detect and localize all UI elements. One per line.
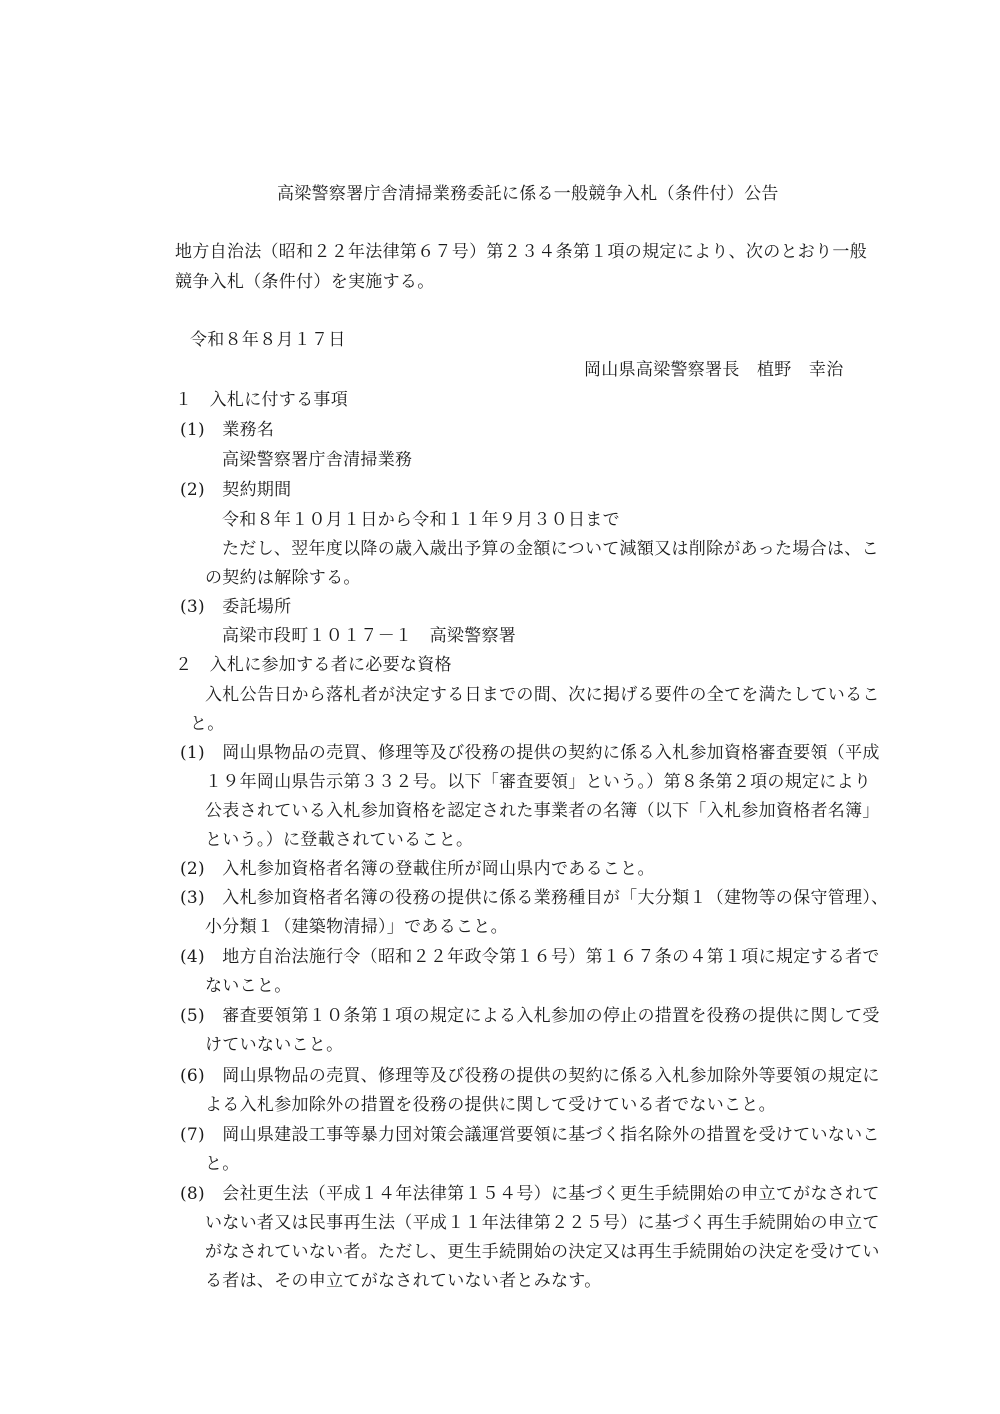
qualification-item: (8) 会社更生法（平成１４年法律第１５４号）に基づく更生手続開始の申立てがなされて [180, 1184, 880, 1204]
item-label: (3) 委託場所 [180, 597, 292, 617]
qualification-item: よる入札参加除外の措置を役務の提供に関して受けている者でないこと。 [205, 1095, 776, 1115]
notice-date: 令和８年８月１７日 [190, 330, 346, 350]
qualification-item: (5) 審査要領第１０条第１項の規定による入札参加の停止の措置を役務の提供に関して受 [180, 1006, 880, 1026]
qualification-item: 公表されている入札参加資格を認定された事業者の名簿（以下「入札参加資格者名簿」 [205, 801, 880, 821]
section-heading: １ 入札に付する事項 [175, 390, 348, 410]
section-lead: と。 [190, 714, 225, 734]
section-heading: ２ 入札に参加する者に必要な資格 [175, 655, 452, 675]
item-text: ただし、翌年度以降の歳入歳出予算の金額について減額又は削除があった場合は、こ [222, 539, 879, 559]
notice-title: 高梁警察署庁舎清掃業務委託に係る一般競争入札（条件付）公告 [277, 184, 779, 204]
item-text: の契約は解除する。 [205, 568, 361, 588]
qualification-item: (4) 地方自治法施行令（昭和２２年政令第１６号）第１６７条の４第１項に規定する者で [180, 947, 880, 967]
issuer-name: 岡山県高梁警察署長 植野 幸治 [584, 360, 844, 380]
qualification-item: という。）に登載されていること。 [205, 830, 474, 850]
item-text: 高梁市段町１０１７－１ 高梁警察署 [222, 626, 517, 646]
intro-line: 競争入札（条件付）を実施する。 [175, 272, 435, 292]
item-text: 高梁警察署庁舎清掃業務 [222, 450, 413, 470]
qualification-item: 小分類１（建築物清掃）」であること。 [205, 917, 508, 937]
qualification-item: １９年岡山県告示第３３２号。以下「審査要領」という。）第８条第２項の規定により [205, 772, 872, 792]
qualification-item: と。 [205, 1154, 240, 1174]
item-label: (1) 業務名 [180, 420, 275, 440]
qualification-item: (7) 岡山県建設工事等暴力団対策会議運営要領に基づく指名除外の措置を受けていないこ [180, 1125, 880, 1145]
item-label: (2) 契約期間 [180, 480, 292, 500]
qualification-item: (1) 岡山県物品の売買、修理等及び役務の提供の契約に係る入札参加資格審査要領（平成 [180, 743, 880, 763]
qualification-item: がなされていない者。ただし、更生手続開始の決定又は再生手続開始の決定を受けてい [205, 1242, 880, 1262]
qualification-item: いない者又は民事再生法（平成１１年法律第２２５号）に基づく再生手続開始の申立て [205, 1213, 880, 1233]
intro-line: 地方自治法（昭和２２年法律第６７号）第２３４条第１項の規定により、次のとおり一般 [175, 242, 867, 262]
qualification-item: る者は、その申立てがなされていない者とみなす。 [205, 1271, 602, 1291]
item-text: 令和８年１０月１日から令和１１年９月３０日まで [222, 510, 620, 530]
section-lead: 入札公告日から落札者が決定する日までの間、次に掲げる要件の全てを満たしているこ [205, 685, 880, 705]
qualification-item: けていないこと。 [205, 1035, 344, 1055]
qualification-item: (2) 入札参加資格者名簿の登載住所が岡山県内であること。 [180, 859, 655, 879]
qualification-item: (6) 岡山県物品の売買、修理等及び役務の提供の契約に係る入札参加除外等要領の規定に [180, 1066, 880, 1086]
qualification-item: (3) 入札参加資格者名簿の役務の提供に係る業務種目が「大分類１（建物等の保守管理）、 [180, 888, 889, 908]
qualification-item: ないこと。 [205, 976, 292, 996]
